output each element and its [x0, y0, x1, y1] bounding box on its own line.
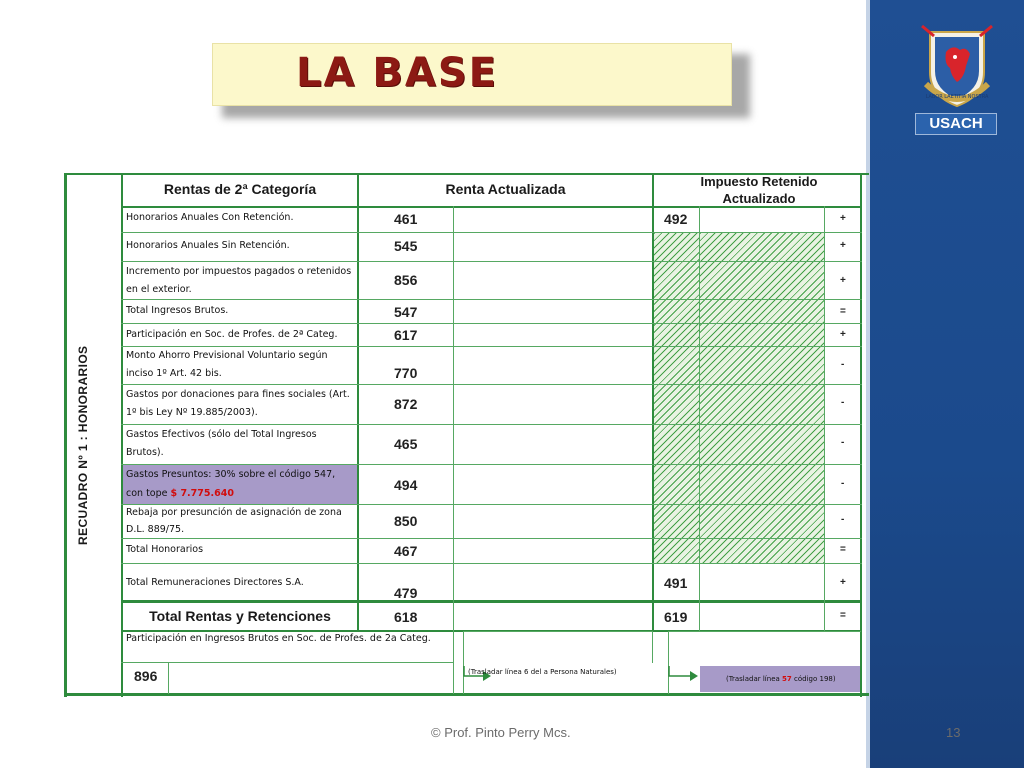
row-label: en el exterior. — [126, 284, 192, 295]
grid-line — [668, 631, 861, 632]
row-sign: - — [841, 514, 845, 525]
grid-line — [463, 631, 653, 632]
row-label: Gastos por donaciones para fines sociales (Art. — [126, 389, 350, 400]
tope-amount: $ 7.775.640 — [170, 488, 234, 499]
row-label: Participación en Soc. de Profes. de 2ª Categ. — [126, 329, 338, 340]
code-cell[interactable]: 770 — [394, 365, 418, 381]
row-sign: + — [840, 275, 846, 286]
note-right-prefix: (Trasladar línea — [726, 675, 780, 683]
row-label: Gastos Presuntos: 30% sobre el código 547, — [126, 469, 336, 480]
row-label: Brutos). — [126, 447, 164, 458]
grid-line — [121, 323, 862, 324]
row-label: D.L. 889/75. — [126, 524, 185, 535]
row-label: Gastos Efectivos (sólo del Total Ingresos — [126, 429, 317, 440]
row-label: Total Ingresos Brutos. — [126, 305, 229, 316]
note-left: (Trasladar línea 6 del a Persona Naturales) — [468, 668, 617, 676]
row-sign: + — [840, 577, 846, 588]
grid-line — [668, 631, 669, 694]
grid-line — [824, 206, 825, 631]
row-label: Monto Ahorro Previsional Voluntario según — [126, 350, 328, 361]
arrow-right-icon — [668, 664, 700, 682]
participation-label: Participación en Ingresos Brutos en Soc. de Profes. de 2a Categ. — [126, 633, 431, 644]
note-right — [726, 675, 836, 683]
row-sign: = — [840, 306, 846, 317]
header-impuesto: Impuesto Retenido Actualizado — [700, 174, 818, 206]
crest-motto: LABOR LAETITIA NOSTRA — [925, 94, 989, 100]
row-sign: = — [840, 544, 846, 555]
page-number: 13 — [946, 725, 961, 740]
grid-line — [652, 631, 653, 663]
grid-line — [121, 600, 862, 603]
row-label — [126, 484, 234, 503]
code-cell[interactable]: 461 — [394, 211, 418, 227]
row-sign: - — [841, 478, 845, 489]
grid-line — [860, 173, 862, 697]
code-cell[interactable]: 467 — [394, 543, 418, 559]
row-sign: = — [840, 610, 846, 621]
hatch-impuesto-value — [700, 233, 824, 563]
code-cell[interactable]: 856 — [394, 272, 418, 288]
grid-line — [699, 206, 700, 631]
grid-line — [453, 206, 454, 631]
grid-line — [121, 563, 862, 564]
code-cell[interactable]: 617 — [394, 327, 418, 343]
note-right-line: 57 — [782, 675, 792, 683]
footer-credit: © Prof. Pinto Perry Mcs. — [431, 725, 571, 740]
row-label: Honorarios Anuales Con Retención. — [126, 212, 294, 223]
code-cell[interactable]: 618 — [394, 609, 418, 625]
row-label: Incremento por impuestos pagados o retenidos — [126, 266, 352, 277]
code-cell[interactable]: 479 — [394, 585, 418, 601]
row-sign: - — [841, 397, 845, 408]
hatch-impuesto-code — [654, 233, 700, 563]
header-renta: Renta Actualizada — [445, 181, 566, 197]
tax-code-cell[interactable]: 492 — [664, 211, 688, 227]
recuadro-vertical-label: RECUADRO Nº 1 : HONORARIOS — [76, 345, 90, 545]
code-cell[interactable]: 850 — [394, 513, 418, 529]
header-concept: Rentas de 2ª Categoría — [163, 181, 317, 197]
grid-line — [121, 232, 862, 233]
code-cell[interactable]: 545 — [394, 238, 418, 254]
usach-label: USACH — [915, 113, 997, 135]
participation-code[interactable]: 896 — [134, 668, 158, 684]
total-rentas-label: Total Rentas y Retenciones — [149, 608, 331, 624]
row-sign: - — [841, 437, 845, 448]
grid-line — [453, 631, 454, 694]
code-cell[interactable]: 547 — [394, 304, 418, 320]
grid-line — [121, 538, 862, 539]
row-sign: + — [840, 213, 846, 224]
grid-line — [64, 173, 67, 697]
row-label: inciso 1º Art. 42 bis. — [126, 368, 222, 379]
row-label: Total Remuneraciones Directores S.A. — [126, 577, 304, 588]
slide-title: LA BASE — [296, 50, 498, 96]
tax-code-cell[interactable]: 619 — [664, 609, 688, 625]
usach-crest-icon — [920, 22, 994, 112]
row-sign: - — [841, 359, 845, 370]
row-sign: + — [840, 329, 846, 340]
code-cell[interactable]: 494 — [394, 477, 418, 493]
grid-line — [121, 299, 862, 300]
row-sign: + — [840, 240, 846, 251]
code-cell[interactable]: 465 — [394, 436, 418, 452]
grid-line — [463, 631, 464, 694]
row-label: Rebaja por presunción de asignación de zona — [126, 507, 342, 518]
row-label-text: con tope — [126, 488, 168, 499]
row-label: 1º bis Ley Nº 19.885/2003). — [126, 407, 258, 418]
code-cell[interactable]: 872 — [394, 396, 418, 412]
grid-line — [64, 693, 869, 696]
row-label: Honorarios Anuales Sin Retención. — [126, 240, 290, 251]
row-label: Total Honorarios — [126, 544, 204, 555]
grid-line — [121, 662, 453, 663]
grid-line — [168, 662, 169, 694]
tax-code-cell[interactable]: 491 — [664, 575, 688, 591]
note-right-suffix: código 198) — [794, 675, 836, 683]
